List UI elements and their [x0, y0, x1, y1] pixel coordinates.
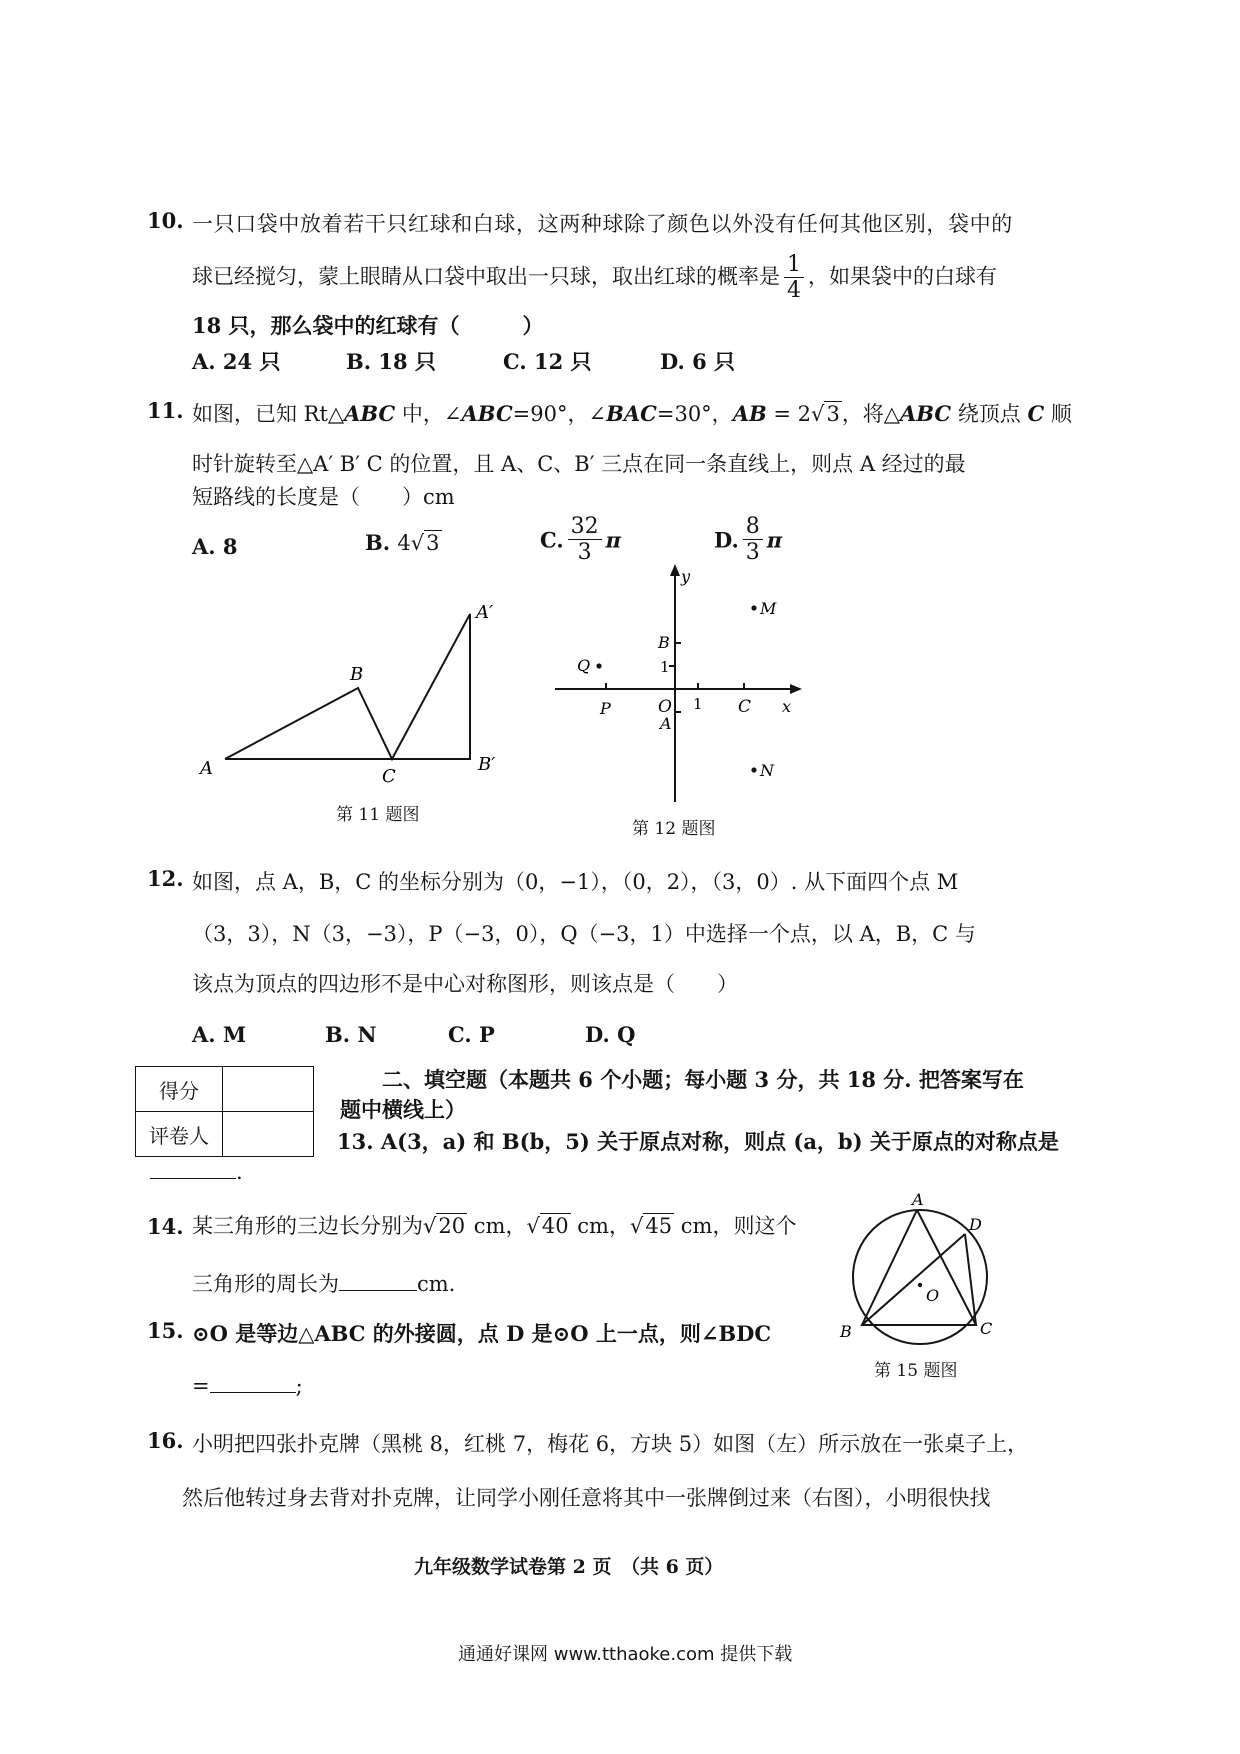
q11-optc-den: 3 [577, 540, 592, 566]
q12-number: 12. [147, 866, 184, 891]
q14-u1: cm， [467, 1214, 527, 1238]
fig12-label-one-y: 1 [660, 658, 670, 676]
q10-line2-b: ，如果袋中的白球有 [808, 264, 997, 289]
fig12-label-n: N [760, 761, 774, 780]
q12-line3: 该点为顶点的四边形不是中心对称图形，则该点是（ ） [192, 972, 738, 996]
q11-t11: ，将△ [841, 402, 900, 426]
fig15-center-o [918, 1283, 922, 1287]
q10-option-d: D. 6 只 [660, 349, 736, 374]
q11-optb-rad: 3 [426, 531, 440, 555]
q14-line1 [192, 1210, 796, 1240]
q11-t4: ABC [461, 401, 513, 426]
q14-line2-b: cm. [417, 1272, 456, 1296]
q11-line1 [192, 398, 1072, 428]
q14-number: 14. [147, 1214, 184, 1239]
q10-option-c: C. 12 只 [503, 349, 592, 374]
q10-line2 [192, 252, 997, 304]
q11-t2: ABC [344, 401, 396, 426]
fig12-label-a: A [660, 714, 672, 733]
q10-line2-a: 球已经搅匀，蒙上眼睛从口袋中取出一只球，取出红球的概率是 [192, 264, 780, 289]
q10-frac-num: 1 [784, 252, 804, 278]
fig11-label-bprime: B′ [478, 754, 496, 775]
q14-u2: cm， [570, 1214, 630, 1238]
q14-r2: 40 [541, 1214, 569, 1238]
q11-number: 11. [147, 398, 184, 423]
q14-r1: 20 [438, 1214, 466, 1238]
q15-eq: = [192, 1374, 210, 1398]
fig11-label-aprime: A′ [476, 602, 494, 623]
q11-optd-pi: π [766, 527, 783, 553]
q15-line2 [192, 1372, 303, 1398]
q11-t6: BAC [606, 401, 657, 426]
q10-line3: 18 只，那么袋中的红球有（ ） [192, 313, 544, 338]
q11-option-c [540, 514, 621, 566]
q10-fraction [784, 252, 804, 304]
fig15-label-d: D [969, 1215, 982, 1234]
q14-sqrt2: √40 [526, 1214, 569, 1238]
q16-line2: 然后他转过身去背对扑克牌，让同学小刚任意将其中一张牌倒过来（右图），小明很快找 [182, 1486, 991, 1510]
q11-t14: C [1027, 401, 1045, 426]
fig11-caption: 第 11 题图 [336, 805, 420, 825]
q12-option-c: C. P [448, 1022, 495, 1047]
q12-option-d: D. Q [585, 1022, 636, 1047]
q11-option-d [714, 514, 782, 566]
fig15-label-c: C [980, 1319, 993, 1338]
q14-u3: cm，则这个 [674, 1214, 797, 1238]
q11-optc-frac [568, 514, 602, 566]
q11-t12: ABC [899, 401, 952, 426]
q12-option-a: A. M [192, 1022, 247, 1047]
q14-blank[interactable] [339, 1270, 417, 1291]
q14-sqrt3: √45 [629, 1214, 673, 1238]
q10-option-a: A. 24 只 [192, 349, 281, 374]
q11-line2: 时针旋转至△A′ B′ C 的位置，且 A、C、B′ 三点在同一条直线上，则点 A 经过的最 [192, 452, 966, 476]
q11-option-a: A. 8 [192, 534, 238, 559]
q11-optd-num: 8 [743, 514, 763, 540]
q11-optd-frac [743, 514, 763, 566]
fig12-label-y: y [681, 567, 691, 586]
q11-optc-num: 32 [568, 514, 602, 540]
source-watermark: 通通好课网 www.tthaoke.com 提供下载 [458, 1644, 793, 1665]
q11-t1: 如图，已知 Rt△ [192, 402, 345, 426]
fig12-label-m: M [760, 599, 777, 618]
q11-optc-pi: π [605, 527, 622, 553]
grader-row [136, 1112, 314, 1157]
q11-t5: =90°，∠ [512, 402, 607, 426]
fig12-point-n [751, 767, 756, 772]
q16-number: 16. [147, 1428, 184, 1453]
q11-optb-sqrt: √3 [410, 531, 440, 555]
fig11-label-a: A [200, 758, 213, 779]
q12-option-b: B. N [325, 1022, 377, 1047]
q11-t3: 中，∠ [395, 402, 462, 426]
fig12-label-c: C [738, 697, 752, 717]
figure-15 [836, 1190, 1016, 1350]
q13-answer-line [150, 1158, 243, 1184]
q11-line3: 短路线的长度是（ ）cm [192, 485, 455, 509]
score-table [135, 1066, 314, 1157]
q15-semicolon: ; [295, 1374, 303, 1398]
q11-t13: 绕顶点 [951, 402, 1028, 426]
q11-t9: = 2 [766, 402, 812, 426]
q11-optd-den: 3 [745, 540, 760, 566]
q10-option-b: B. 18 只 [346, 349, 436, 374]
q14-line2 [192, 1268, 455, 1298]
q11-optb-label: B. [365, 530, 391, 555]
score-label: 得分 [136, 1067, 223, 1112]
q13-tail: . [236, 1160, 243, 1184]
score-cell[interactable] [223, 1067, 314, 1112]
figure-12 [550, 562, 810, 812]
fig11-label-b: B [350, 664, 364, 685]
q11-t15: 顺 [1044, 402, 1072, 426]
q14-sqrt1: √20 [423, 1214, 466, 1238]
q11-option-b [365, 530, 442, 555]
q13-text: 13. A(3，a) 和 B(b，5) 关于原点对称，则点 (a，b) 关于原点的对称点是 [337, 1129, 1059, 1154]
fig12-caption: 第 12 题图 [632, 819, 716, 839]
q15-number: 15. [147, 1318, 184, 1343]
q12-line2: （3，3），N（3，−3），P（−3，0），Q（−3，1）中选择一个点，以 A，B，C 与 [192, 922, 976, 946]
q15-text: ⊙O 是等边△ABC 的外接圆，点 D 是⊙O 上一点，则∠BDC [192, 1321, 772, 1346]
fig12-label-q: Q [577, 656, 591, 675]
q11-t8: AB [732, 401, 767, 426]
fig15-label-o: O [926, 1286, 940, 1305]
fig15-circle [853, 1210, 987, 1344]
q12-line1: 如图，点 A，B，C 的坐标分别为（0，−1），（0，2），（3，0）. 从下面四个点 M [192, 870, 959, 894]
q10-line1: 一只口袋中放着若干只红球和白球，这两种球除了颜色以外没有任何其他区别，袋中的 [192, 212, 1013, 236]
fig12-label-x: x [782, 697, 792, 716]
q11-t7: =30°， [656, 402, 733, 426]
q14-r3: 45 [645, 1214, 673, 1238]
fig15-label-a: A [912, 1190, 924, 1209]
section2-line2: 题中横线上） [340, 1097, 466, 1122]
fig12-x-arrow [790, 684, 802, 694]
q13-blank[interactable] [150, 1158, 236, 1179]
q11-sqrt: √3 [811, 402, 840, 426]
fig15-label-b: B [840, 1322, 852, 1341]
fig15-line-dc [965, 1234, 976, 1325]
grader-cell[interactable] [223, 1112, 314, 1157]
fig12-label-p: P [600, 699, 611, 718]
figure-11 [190, 590, 530, 790]
q11-optb-coef: 4 [397, 531, 411, 555]
q10-number: 10. [147, 208, 184, 233]
fig12-point-m [751, 605, 756, 610]
section2-line1: 二、填空题（本题共 6 个小题；每小题 3 分，共 18 分. 把答案写在 [382, 1067, 1024, 1092]
q11-t10: 3 [826, 402, 840, 426]
fig15-caption: 第 15 题图 [874, 1361, 958, 1381]
q16-line1: 小明把四张扑克牌（黑桃 8，红桃 7，梅花 6，方块 5）如图（左）所示放在一张桌子上， [192, 1432, 1029, 1456]
q11-optd-label: D. [714, 527, 739, 553]
fig15-triangle-abc [862, 1210, 976, 1325]
grader-label: 评卷人 [136, 1112, 223, 1157]
fig12-label-b: B [658, 633, 670, 652]
q14-pre: 某三角形的三边长分别为 [192, 1214, 423, 1238]
page-footer: 九年级数学试卷第 2 页 （共 6 页） [414, 1556, 724, 1578]
fig11-label-c: C [382, 766, 396, 787]
q10-frac-den: 4 [787, 278, 801, 304]
fig15-line-bd [862, 1234, 965, 1325]
q14-line2-a: 三角形的周长为 [192, 1272, 339, 1296]
q11-optc-label: C. [540, 527, 564, 553]
fig12-point-q [596, 663, 601, 668]
fig12-label-o: O [658, 697, 672, 717]
fig11-abc-path [225, 614, 470, 759]
fig12-y-arrow [670, 564, 680, 576]
fig12-label-one-x: 1 [693, 695, 703, 713]
score-row [136, 1067, 314, 1112]
q15-blank[interactable] [210, 1372, 296, 1393]
